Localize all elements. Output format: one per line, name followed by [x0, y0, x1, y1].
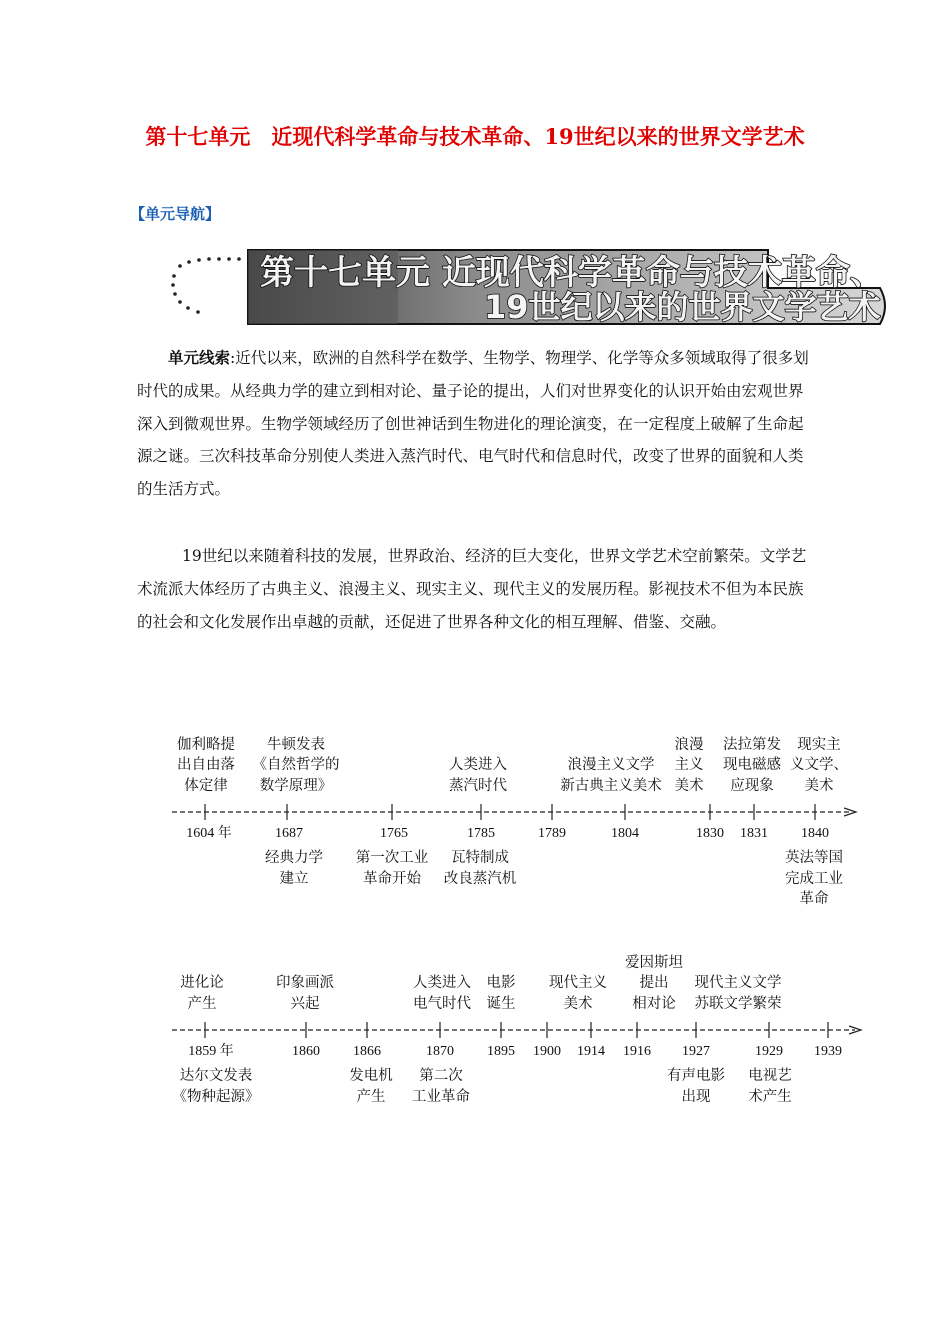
event-label-above: 伽利略提 出自由落 体定律: [177, 736, 235, 794]
timeline-year: 1687: [275, 826, 303, 841]
event-label-above: 爱因斯坦 提出 相对论: [625, 954, 683, 1012]
timeline-year: 1831: [740, 826, 768, 841]
event-label-above: 进化论 产生: [180, 975, 224, 1012]
timeline-1: [160, 735, 880, 915]
timeline-year: 1789: [538, 826, 566, 841]
timeline-year: 1900: [533, 1044, 561, 1059]
timeline-year: 1929: [755, 1044, 783, 1059]
timeline-year: 1840: [801, 826, 829, 841]
timeline-year: 1604 年: [186, 826, 232, 841]
event-label-above: 浪漫主义文学 新古典主义美术: [560, 757, 662, 794]
timeline-year: 1866: [353, 1044, 381, 1059]
banner-line-1: 第十七单元 近现代科学革命与技术革命、: [260, 253, 884, 293]
banner-dots: [171, 257, 241, 314]
event-label-below: 电视艺 术产生: [748, 1068, 792, 1105]
intro-text: :近代以来，欧洲的自然科学在数学、生物学、物理学、化学等众多领域取得了很多划时代的成果。从经典力学的建立到相对论、量子论的提出，人们对世界变化的认识开始由宏观世界深入到微观世界。生物学领域经历了创世神话到生物进化的理论演变，在一定程度上破解了生命起源之谜。三次科技革命分别使人类进入蒸汽时代、电气时代和信息时代，改变了世界的面貌和人类的生活方式。: [137, 349, 809, 499]
intro-paragraph: [137, 342, 817, 506]
event-label-below: 英法等国 完成工业 革命: [785, 850, 843, 907]
event-label-below: 经典力学 建立: [265, 850, 323, 887]
timeline-year: 1859 年: [188, 1044, 234, 1059]
intro-lead: 单元线索: [168, 348, 231, 367]
timeline-year: 1860: [292, 1044, 320, 1059]
timeline-year: 1830: [696, 826, 724, 841]
event-label-above: 人类进入 电气时代: [413, 975, 471, 1012]
timeline-year: 1939: [814, 1044, 842, 1059]
event-label-below: 第一次工业 革命开始: [355, 850, 429, 887]
banner-line-2: 19世纪以来的世界文学艺术: [484, 288, 881, 326]
event-label-above: 印象画派 兴起: [276, 975, 334, 1012]
event-label-below: 达尔文发表 《物种起源》: [172, 1068, 260, 1105]
event-label-below: 瓦特制成 改良蒸汽机: [443, 850, 517, 887]
timeline-year: 1765: [380, 826, 408, 841]
event-label-above: 电影 诞生: [486, 975, 516, 1012]
page-title: 第十七单元 近现代科学革命与技术革命、19世纪以来的世界文学艺术: [145, 124, 805, 149]
timeline-year: 1927: [682, 1044, 710, 1059]
timeline-year: 1870: [426, 1044, 454, 1059]
event-label-below: 有声电影 出现: [667, 1068, 725, 1105]
event-label-below: 发电机 产生: [349, 1068, 393, 1105]
event-label-above: 浪漫 主义 美术: [674, 736, 704, 794]
timeline-year: 1916: [623, 1044, 651, 1059]
event-label-above: 现实主 义文学、 美术: [790, 736, 848, 794]
event-label-above: 人类进入 蒸汽时代: [449, 757, 507, 794]
timeline-year: 1785: [467, 826, 495, 841]
event-label-above: 现代主义文学 苏联文学繁荣: [694, 975, 782, 1012]
art-paragraph: 19世纪以来随着科技的发展，世界政治、经济的巨大变化，世界文学艺术空前繁荣。文学艺术流派大体经历了古典主义、浪漫主义、现实主义、现代主义的发展历程。影视技术不但为本民族的社会和文化发展作出卓越的贡献，还促进了世界各种文化的相互理解、借鉴、交融。: [137, 547, 807, 631]
event-label-above: 法拉第发 现电磁感 应现象: [723, 736, 781, 794]
event-label-below: 第二次 工业革命: [412, 1068, 470, 1105]
timeline-year: 1914: [577, 1044, 605, 1059]
event-label-above: 牛顿发表 《自然哲学的 数学原理》: [252, 736, 340, 794]
timeline-year: 1804: [611, 826, 639, 841]
unit-navigation-label: 【单元导航】: [130, 205, 221, 223]
timeline-year: 1895: [487, 1044, 515, 1059]
unit-banner: [168, 236, 888, 336]
timeline-2: [160, 955, 880, 1115]
event-label-above: 现代主义 美术: [549, 975, 607, 1012]
